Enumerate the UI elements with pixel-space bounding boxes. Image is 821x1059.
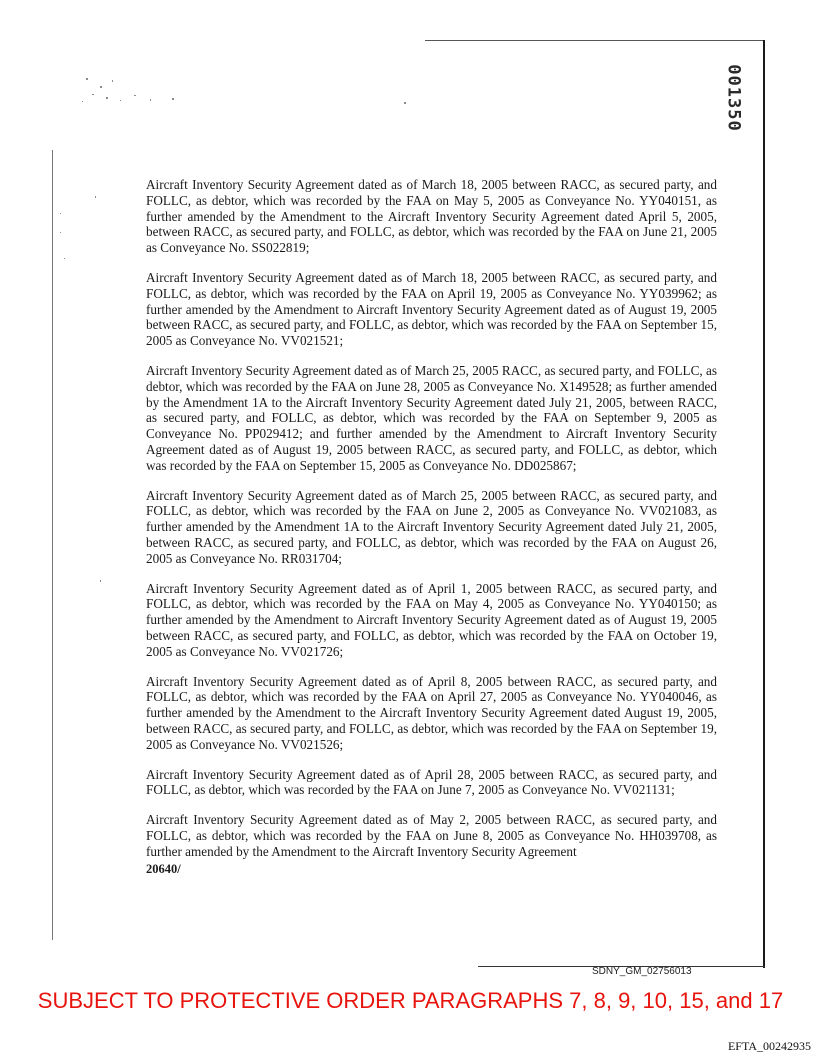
protective-order-notice: SUBJECT TO PROTECTIVE ORDER PARAGRAPHS 7, 8, 9, 10, 15, and 17 [37, 988, 784, 1013]
agreement-paragraph-2: Aircraft Inventory Security Agreement dated as of March 18, 2005 between RACC, as secured party, and FOLLC, as debtor, which was recorded by the FAA on April 19, 2005 as Conveyance No. YY039962; as further amended by the Amendment to Aircraft Inventory Security Agreement dated as of August 19, 2005 between RACC, as secured party, and FOLLC, as debtor, which was recorded by the FAA on September 15, 2005 as Conveyance No. VV021521; [146, 269, 717, 349]
scan-edge-right [763, 40, 765, 968]
bates-stamp [722, 60, 746, 136]
document-body [146, 177, 717, 873]
agreement-paragraph-1: Aircraft Inventory Security Agreement dated as of March 18, 2005 between RACC, as secured party, and FOLLC, as debtor, which was recorded by the FAA on May 5, 2005 as Conveyance No. YY040151, as further amended by the Amendment to the Aircraft Inventory Security Agreement dated April 5, 2005, between RACC, as secured party, and FOLLC, as debtor, which was recorded by the FAA on June 21, 2005 as Conveyance No. SS022819; [146, 177, 717, 256]
efta-label: EFTA_00242935 [727, 1039, 811, 1053]
agreement-paragraph-6: Aircraft Inventory Security Agreement dated as of April 8, 2005 between RACC, as secured party, and FOLLC, as debtor, which was recorded by the FAA on April 27, 2005 as Conveyance No. YY040046, as further amended by the Amendment to the Aircraft Inventory Security Agreement dated August 19, 2005, between RACC, as secured party, and FOLLC, as debtor, which was recorded by the FAA on September 19, 2005 as Conveyance No. VV021526; [146, 673, 717, 752]
scan-edge-left [52, 150, 53, 940]
agreement-paragraph-3: Aircraft Inventory Security Agreement dated as of March 25, 2005 RACC, as secured party, and FOLLC, as debtor, which was recorded by the FAA on June 28, 2005 as Conveyance No. X149528; as further amended by the Amendment 1A to the Aircraft Inventory Security Agreement dated July 21, 2005, between RACC, as secured party, and FOLLC, as debtor, which was recorded by the FAA on September 9, 2005 as Conveyance No. PP029412; and further amended by the Amendment to Aircraft Inventory Security Agreement dated as of August 19, 2005 between RACC, as secured party, and FOLLC, as debtor, which was recorded by the FAA on September 15, 2005 as Conveyance No. DD025867; [146, 362, 717, 473]
agreement-paragraph-5: Aircraft Inventory Security Agreement dated as of April 1, 2005 between RACC, as secured party, and FOLLC, as debtor, which was recorded by the FAA on May 4, 2005 as Conveyance No. YY040150; as further amended by the Amendment to Aircraft Inventory Security Agreement dated as of August 19, 2005 between RACC, as secured party, and FOLLC, as debtor, which was recorded by the FAA on October 19, 2005 as Conveyance No. VV021726; [146, 580, 717, 659]
document-reference: 20640/ [146, 862, 181, 876]
bates-number: 001350 [724, 64, 745, 132]
agreement-paragraph-4: Aircraft Inventory Security Agreement dated as of March 25, 2005 between RACC, as secured party, and FOLLC, as debtor, which was recorded by the FAA on June 2, 2005 as Conveyance No. VV021083, as further amended by the Amendment 1A to the Aircraft Inventory Security Agreement dated July 21, 2005, between RACC, as secured party, and FOLLC, as debtor, which was recorded by the FAA on August 26, 2005 as Conveyance No. RR031704; [146, 487, 717, 566]
agreement-paragraph-7: Aircraft Inventory Security Agreement dated as of April 28, 2005 between RACC, as secured party, and FOLLC, as debtor, which was recorded by the FAA on June 7, 2005 as Conveyance No. VV021131; [146, 766, 717, 798]
sdny-bates-label: SDNY_GM_02756013 [592, 966, 692, 977]
agreement-paragraph-8: Aircraft Inventory Security Agreement dated as of May 2, 2005 between RACC, as secured party, and FOLLC, as debtor, which was recorded by the FAA on June 8, 2005 as Conveyance No. HH039708, as further amended by the Amendment to the Aircraft Inventory Security Agreement [146, 812, 717, 859]
scan-edge-top [425, 40, 765, 41]
